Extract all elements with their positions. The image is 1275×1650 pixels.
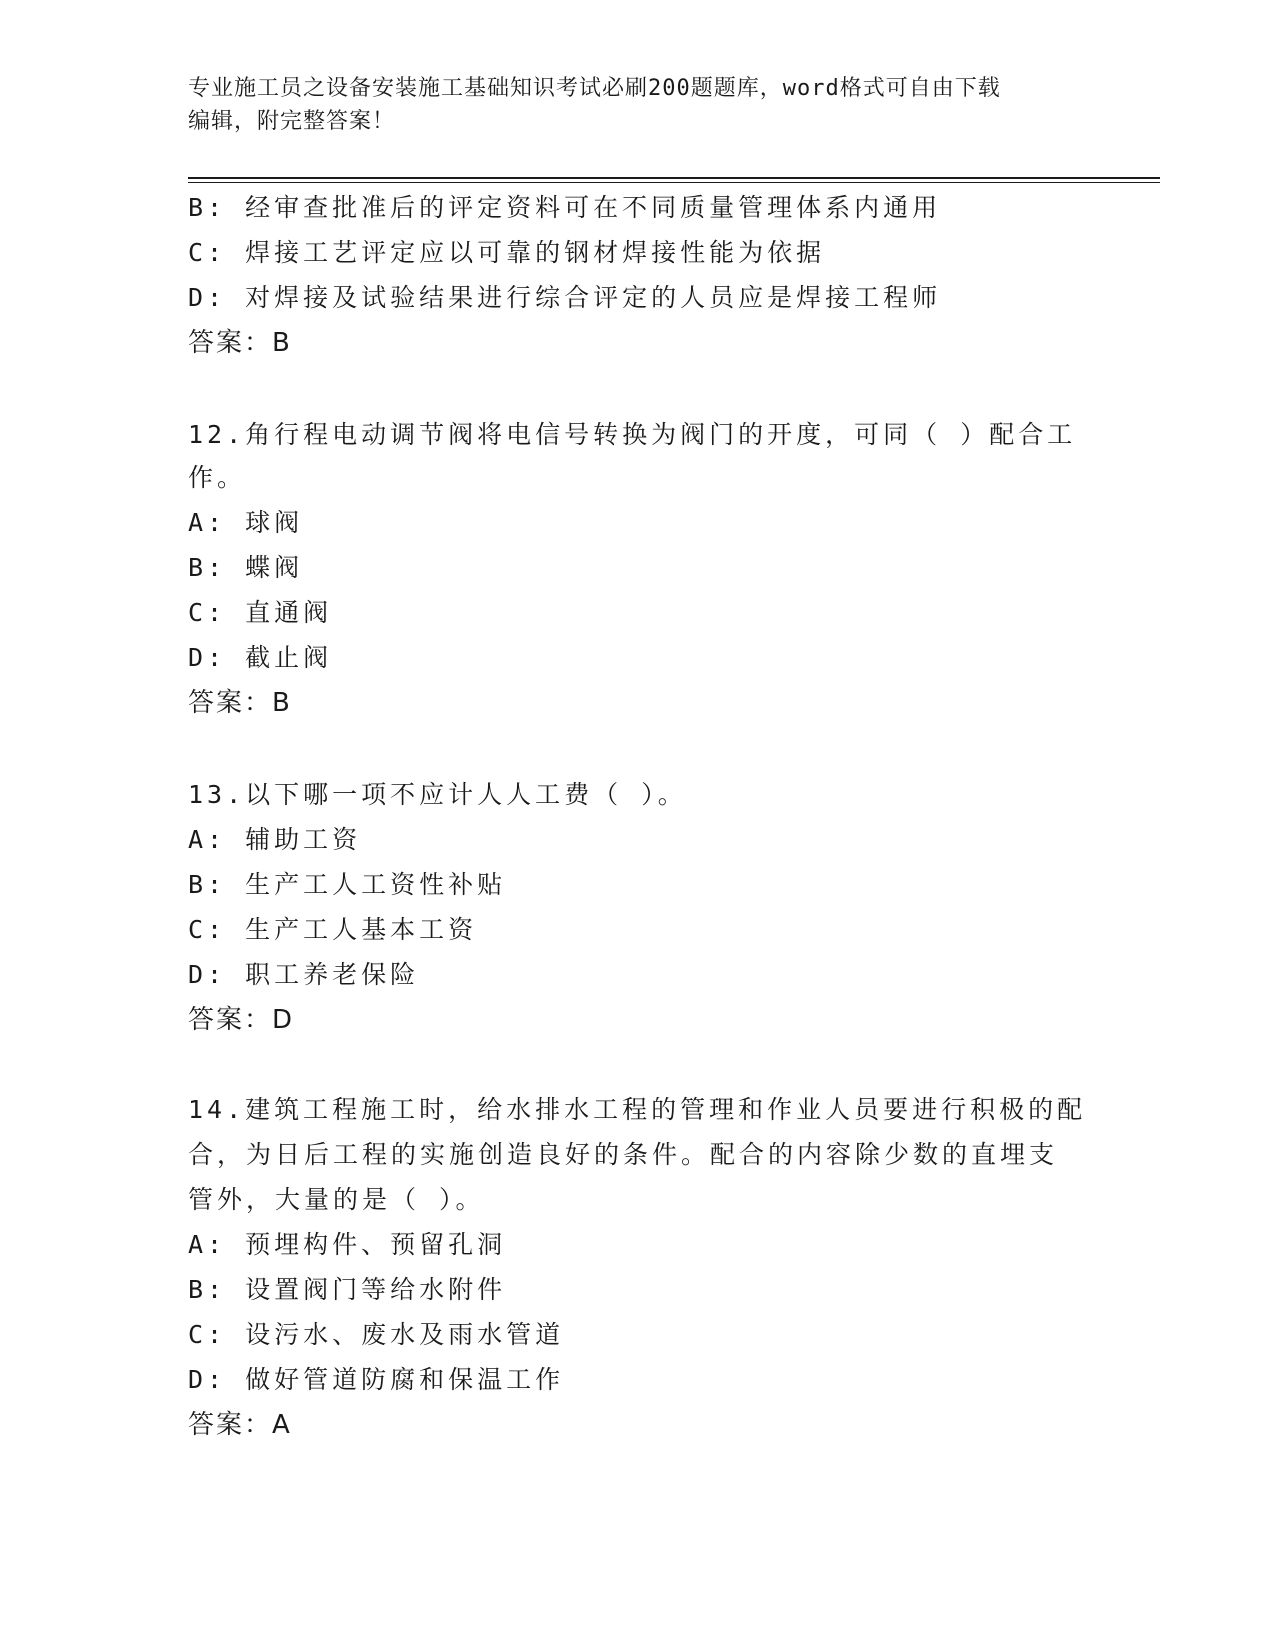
q11-option-c: C: 焊接工艺评定应以可靠的钢材焊接性能为依据 [188, 238, 826, 267]
q13-answer: 答案：D [188, 1005, 295, 1035]
header-divider-thick [188, 177, 1160, 179]
q12-stem-line-1: 12.角行程电动调节阀将电信号转换为阀门的开度，可同（ ）配合工 [188, 420, 1077, 449]
q14-option-d: D: 做好管道防腐和保温工作 [188, 1365, 565, 1394]
q11-option-b: B: 经审查批准后的评定资料可在不同质量管理体系内通用 [188, 193, 942, 222]
document-header [188, 72, 1088, 138]
q13-option-a: A: 辅助工资 [188, 825, 362, 854]
q14-answer: 答案：A [188, 1410, 292, 1440]
q14-option-c: C: 设污水、废水及雨水管道 [188, 1320, 565, 1349]
q14-stem-line-1: 14.建筑工程施工时，给水排水工程的管理和作业人员要进行积极的配 [188, 1095, 1087, 1124]
q14-option-a: A: 预埋构件、预留孔洞 [188, 1230, 507, 1259]
header-title-line-2: 编辑，附完整答案！ [188, 109, 396, 134]
q13-stem-line-1: 13.以下哪一项不应计人人工费（ ）。 [188, 780, 687, 809]
q12-stem-line-2: 作。 [188, 463, 247, 492]
header-divider-thin [188, 182, 1160, 183]
q14-stem-line-3: 管外，大量的是（ ）。 [188, 1185, 485, 1214]
q13-option-c: C: 生产工人基本工资 [188, 915, 478, 944]
q12-option-a: A: 球阀 [188, 508, 304, 537]
q14-option-b: B: 设置阀门等给水附件 [188, 1275, 507, 1304]
q12-option-b: B: 蝶阀 [188, 553, 304, 582]
q12-option-c: C: 直通阀 [188, 598, 333, 627]
q11-option-d: D: 对焊接及试验结果进行综合评定的人员应是焊接工程师 [188, 283, 942, 312]
q12-option-d: D: 截止阀 [188, 643, 333, 672]
q12-answer: 答案：B [188, 688, 292, 718]
q11-answer: 答案：B [188, 328, 292, 358]
q13-option-b: B: 生产工人工资性补贴 [188, 870, 507, 899]
header-title-line-1: 专业施工员之设备安装施工基础知识考试必刷200题题库，word格式可自由下载 [188, 76, 1001, 101]
q13-option-d: D: 职工养老保险 [188, 960, 420, 989]
q14-stem-line-2: 合，为日后工程的实施创造良好的条件。配合的内容除少数的直埋支 [188, 1140, 1059, 1169]
